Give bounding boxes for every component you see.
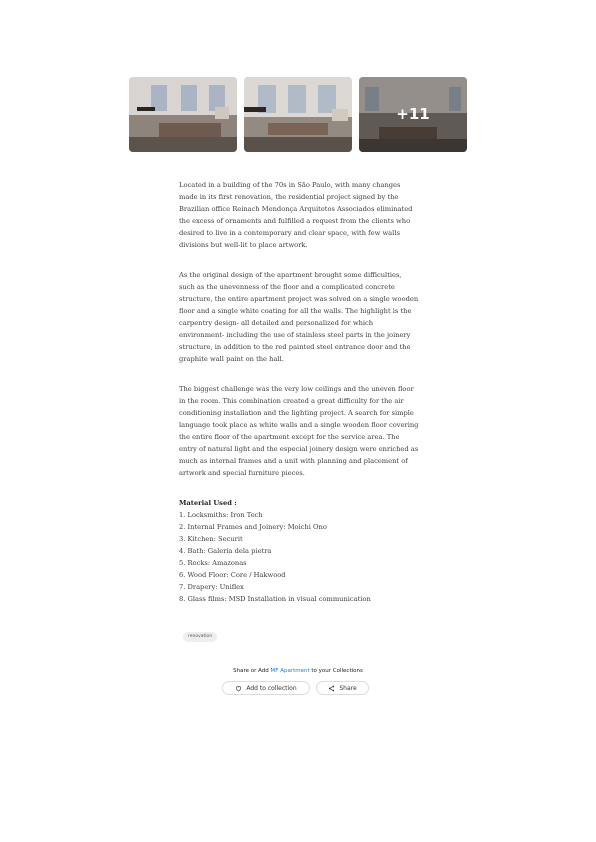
tag-renovation[interactable]: renovation (183, 632, 217, 642)
share-suffix: to your Collections (311, 668, 363, 674)
material-item: 7. Drapery: Uniflex (179, 583, 244, 591)
project-description (179, 179, 419, 605)
material-item: 6. Wood Floor: Core / Hakwood (179, 571, 286, 579)
description-paragraph: The biggest challenge was the very low ceilings and the uneven floor in the room. This combination created a great difficulty for the air conditioning installation and the lighting project. A search for simple language took place as white walls and a single wooden floor covering the entire floor of the apartment except for the service area. The entry of natural light and the especial joinery design were enriched as much as internal frames and a unit with planning and placement of artwork and special furniture pieces. (179, 385, 419, 477)
share-prompt (0, 668, 596, 674)
description-paragraph: As the original design of the apartment brought some difficulties, such as the unevenness of the floor and a complicated concrete structure, the entire apartment project was solved on a single wooden floor and a single white coating for all the walls. The highlight is the carpentry design- all detailed and personalized for which environment- including the use of stainless steel parts in the joinery structure, in addition to the red painted steel entrance door and the graphite wall paint on the hall. (179, 271, 419, 363)
more-images-count[interactable]: +11 (396, 105, 430, 123)
material-item: 4. Bath: Galeria dela pietra (179, 547, 272, 555)
material-item: 8. Glass films: MSD Installation in visual communication (179, 595, 371, 603)
materials-heading: Material Used : (179, 499, 237, 507)
add-to-collection-label: Add to collection (246, 684, 297, 692)
add-to-collection-button[interactable] (222, 681, 310, 695)
gallery-image-1[interactable] (129, 77, 237, 152)
description-paragraph: Located in a building of the 70s in São Paulo, with many changes made in its first renovation, the residential project signed by the Brazilian office Reinach Mendonça Arquitetos Associados eliminated the excess of ornaments and fulfilled a request from the clients who desired to live in a contemporary and clear space, with few walls divisions but well-lit to place artwork. (179, 181, 413, 249)
material-item: 1. Locksmiths: Iron Tech (179, 511, 263, 519)
share-prefix: Share or Add (233, 668, 269, 674)
material-item: 2. Internal Frames and Joinery: Moichi Ono (179, 523, 327, 531)
share-label: Share (339, 684, 357, 692)
material-item: 3. Kitchen: Securit (179, 535, 243, 543)
material-item: 5. Rocks: Amazonas (179, 559, 247, 567)
image-gallery (129, 77, 467, 152)
project-link[interactable]: MF Apartment (270, 668, 310, 674)
materials-list (179, 509, 419, 605)
heart-icon (235, 685, 242, 692)
share-button[interactable] (316, 681, 369, 695)
share-actions (222, 681, 369, 695)
share-icon (328, 685, 335, 692)
gallery-image-2[interactable] (244, 77, 352, 152)
gallery-image-3[interactable] (359, 77, 467, 152)
